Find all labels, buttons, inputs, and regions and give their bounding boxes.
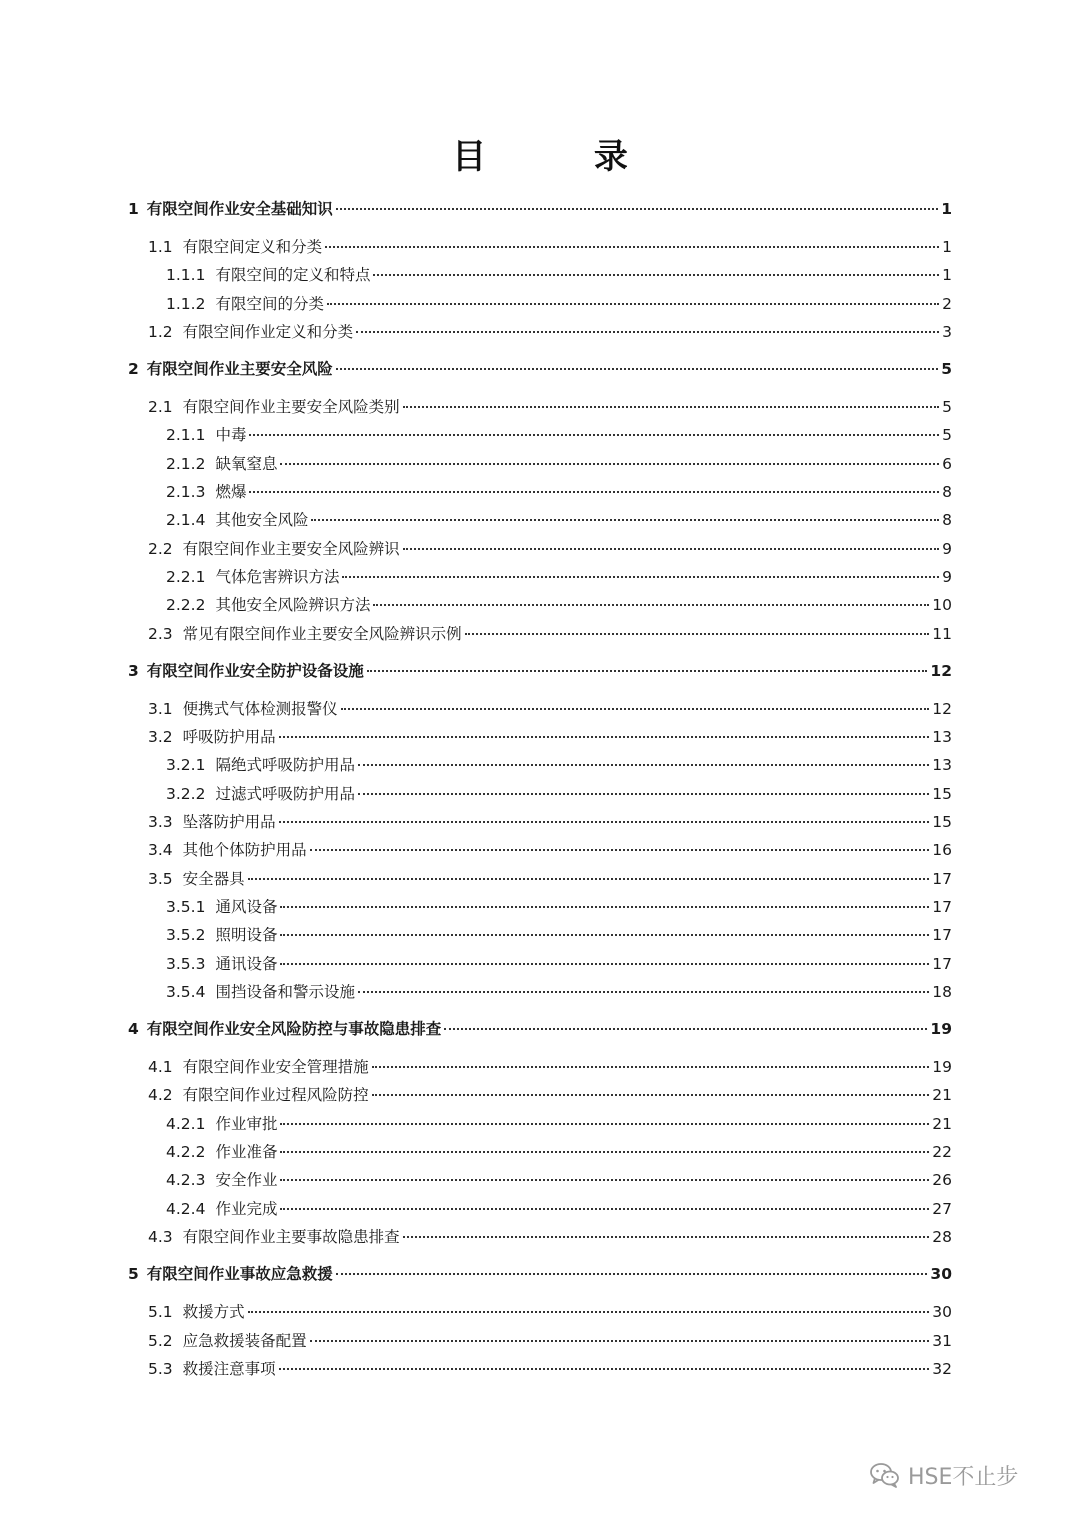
table-of-contents xyxy=(128,194,952,1383)
toc-entry-number: 2.2.1 xyxy=(166,567,206,586)
toc-entry-label: 常见有限空间作业主要安全风险辨识示例 xyxy=(182,624,462,643)
dot-leader xyxy=(403,548,939,550)
toc-entry-label: 过滤式呼吸防护用品 xyxy=(215,784,355,803)
page-title: 目 录 xyxy=(452,137,676,177)
toc-entry-number: 1.1.1 xyxy=(166,266,206,285)
toc-entry-label: 呼吸防护用品 xyxy=(182,728,276,747)
toc-entry-level-2[interactable] xyxy=(128,1355,952,1383)
dot-leader xyxy=(280,906,929,908)
toc-entry-level-3[interactable] xyxy=(128,478,952,506)
toc-entry-label: 有限空间作业安全防护设备设施 xyxy=(146,661,364,680)
toc-entry-level-2[interactable] xyxy=(128,1298,952,1326)
toc-entry-number: 2.1.3 xyxy=(166,483,206,502)
toc-entry-number: 5.3 xyxy=(148,1359,173,1378)
toc-entry-level-3[interactable] xyxy=(128,450,952,478)
toc-entry-page-number: 19 xyxy=(930,1020,952,1039)
toc-entry-page-number: 26 xyxy=(932,1171,952,1190)
toc-entry-page-number: 28 xyxy=(932,1227,952,1246)
toc-entry-number: 4.2 xyxy=(148,1086,173,1105)
toc-entry-number: 3.1 xyxy=(148,699,173,718)
toc-entry-level-1[interactable] xyxy=(128,1259,952,1290)
toc-entry-page-number: 21 xyxy=(932,1114,952,1133)
dot-leader xyxy=(280,963,929,965)
toc-entry-page-number: 18 xyxy=(932,982,952,1001)
toc-entry-number: 1.2 xyxy=(148,322,173,341)
toc-entry-label: 安全器具 xyxy=(182,869,245,888)
toc-entry-number: 5.2 xyxy=(148,1331,173,1350)
dot-leader xyxy=(280,1179,929,1181)
toc-entry-number: 3.3 xyxy=(148,813,173,832)
toc-entry-level-1[interactable] xyxy=(128,656,952,687)
toc-entry-level-2[interactable] xyxy=(128,1327,952,1355)
toc-entry-number: 2.1.1 xyxy=(166,426,206,445)
toc-entry-level-1[interactable] xyxy=(128,1014,952,1045)
toc-entry-number: 3.4 xyxy=(148,841,173,860)
dot-leader xyxy=(367,670,928,672)
toc-entry-number: 5 xyxy=(128,1265,139,1284)
toc-entry-label: 有限空间作业事故应急救援 xyxy=(146,1265,333,1284)
toc-entry-label: 有限空间作业安全管理措施 xyxy=(182,1058,369,1077)
dot-leader xyxy=(327,303,939,305)
toc-entry-page-number: 27 xyxy=(932,1199,952,1218)
dot-leader xyxy=(249,491,939,493)
toc-entry-level-2[interactable] xyxy=(128,318,952,346)
toc-entry-number: 5.1 xyxy=(148,1303,173,1322)
toc-entry-level-2[interactable] xyxy=(128,1053,952,1081)
toc-entry-page-number: 30 xyxy=(930,1265,952,1284)
toc-entry-page-number: 15 xyxy=(932,813,952,832)
toc-entry-label: 有限空间作业主要安全风险辨识 xyxy=(182,539,400,558)
dot-leader xyxy=(465,633,930,635)
toc-entry-page-number: 1 xyxy=(942,266,952,285)
dot-leader xyxy=(280,1208,929,1210)
toc-entry-level-1[interactable] xyxy=(128,194,952,225)
toc-entry-label: 其他安全风险 xyxy=(215,511,309,530)
dot-leader xyxy=(336,1273,928,1275)
toc-entry-level-3[interactable] xyxy=(128,1166,952,1194)
toc-entry-number: 3.2.2 xyxy=(166,784,206,803)
toc-entry-page-number: 30 xyxy=(932,1303,952,1322)
toc-entry-number: 1 xyxy=(128,200,139,218)
dot-leader xyxy=(311,519,939,521)
toc-entry-level-2[interactable] xyxy=(128,723,952,751)
toc-entry-label: 有限空间作业安全风险防控与事故隐患排查 xyxy=(146,1020,442,1039)
toc-entry-page-number: 10 xyxy=(932,596,952,615)
dot-leader xyxy=(279,821,930,823)
dot-leader xyxy=(248,1311,930,1313)
toc-entry-page-number: 1 xyxy=(942,238,952,256)
toc-entry-label: 作业准备 xyxy=(215,1143,278,1162)
toc-entry-page-number: 13 xyxy=(932,728,952,747)
toc-entry-number: 1.1 xyxy=(148,238,173,256)
toc-entry-level-3[interactable] xyxy=(128,1138,952,1166)
toc-entry-number: 4.2.3 xyxy=(166,1171,206,1190)
dot-leader xyxy=(372,1094,930,1096)
toc-entry-page-number: 17 xyxy=(932,869,952,888)
toc-entry-number: 4.1 xyxy=(148,1058,173,1077)
toc-entry-label: 有限空间作业主要安全风险 xyxy=(146,360,333,379)
dot-leader xyxy=(444,1028,927,1030)
toc-entry-page-number: 8 xyxy=(942,511,952,530)
toc-entry-level-3[interactable] xyxy=(128,893,952,921)
dot-leader xyxy=(342,576,939,578)
toc-entry-level-2[interactable] xyxy=(128,836,952,864)
toc-entry-level-2[interactable] xyxy=(128,233,952,261)
toc-entry-label: 作业审批 xyxy=(215,1114,278,1133)
toc-entry-level-2[interactable] xyxy=(128,1223,952,1251)
toc-entry-number: 3.5.4 xyxy=(166,982,206,1001)
toc-entry-level-3[interactable] xyxy=(128,421,952,449)
toc-entry-label: 通讯设备 xyxy=(215,954,278,973)
toc-entry-number: 2 xyxy=(128,360,139,379)
toc-entry-level-3[interactable] xyxy=(128,1110,952,1138)
toc-entry-number: 3.5.3 xyxy=(166,954,206,973)
toc-entry-label: 围挡设备和警示设施 xyxy=(215,982,355,1001)
toc-entry-number: 2.3 xyxy=(148,624,173,643)
dot-leader xyxy=(373,274,939,276)
dot-leader xyxy=(280,463,939,465)
toc-entry-level-3[interactable] xyxy=(128,591,952,619)
toc-entry-page-number: 13 xyxy=(932,756,952,775)
dot-leader xyxy=(358,991,929,993)
dot-leader xyxy=(279,736,930,738)
toc-entry-number: 2.1 xyxy=(148,398,173,417)
toc-entry-page-number: 12 xyxy=(932,699,952,718)
toc-entry-number: 4.2.1 xyxy=(166,1114,206,1133)
toc-entry-page-number: 9 xyxy=(942,567,952,586)
dot-leader xyxy=(336,368,938,370)
toc-entry-label: 燃爆 xyxy=(215,483,247,502)
toc-entry-level-2[interactable] xyxy=(128,535,952,563)
toc-entry-label: 隔绝式呼吸防护用品 xyxy=(215,756,355,775)
dot-leader xyxy=(341,708,930,710)
dot-leader xyxy=(248,878,930,880)
toc-entry-label: 救援注意事项 xyxy=(182,1359,276,1378)
toc-entry-level-3[interactable] xyxy=(128,921,952,949)
dot-leader xyxy=(249,434,939,436)
toc-entry-number: 4 xyxy=(128,1020,139,1039)
toc-entry-label: 有限空间的定义和特点 xyxy=(215,266,371,285)
toc-entry-number: 2.1.4 xyxy=(166,511,206,530)
dot-leader xyxy=(280,934,929,936)
toc-entry-label: 有限空间作业主要安全风险类别 xyxy=(182,398,400,417)
toc-entry-page-number: 8 xyxy=(942,483,952,502)
toc-entry-number: 2.2 xyxy=(148,539,173,558)
toc-entry-label: 有限空间作业定义和分类 xyxy=(182,322,354,341)
toc-entry-page-number: 5 xyxy=(941,360,952,379)
toc-entry-page-number: 17 xyxy=(932,954,952,973)
toc-entry-level-2[interactable] xyxy=(128,1081,952,1109)
toc-entry-label: 有限空间的分类 xyxy=(215,294,324,313)
toc-entry-page-number: 22 xyxy=(932,1143,952,1162)
toc-entry-number: 3.5.1 xyxy=(166,897,206,916)
toc-entry-page-number: 2 xyxy=(942,294,952,313)
toc-entry-label: 其他个体防护用品 xyxy=(182,841,307,860)
dot-leader xyxy=(373,604,929,606)
toc-entry-level-2[interactable] xyxy=(128,620,952,648)
toc-entry-page-number: 1 xyxy=(941,200,952,218)
toc-entry-number: 3.5 xyxy=(148,869,173,888)
toc-entry-number: 2.1.2 xyxy=(166,454,206,473)
dot-leader xyxy=(356,331,939,333)
toc-entry-page-number: 31 xyxy=(932,1331,952,1350)
toc-entry-level-1[interactable] xyxy=(128,354,952,385)
toc-entry-label: 应急救援装备配置 xyxy=(182,1331,307,1350)
toc-entry-page-number: 5 xyxy=(942,426,952,445)
toc-entry-level-3[interactable] xyxy=(128,290,952,318)
dot-leader xyxy=(372,1066,930,1068)
dot-leader xyxy=(358,764,929,766)
toc-entry-number: 2.2.2 xyxy=(166,596,206,615)
watermark xyxy=(870,1458,1018,1492)
toc-entry-page-number: 12 xyxy=(930,661,952,680)
toc-entry-label: 缺氧窒息 xyxy=(215,454,278,473)
toc-entry-page-number: 17 xyxy=(932,926,952,945)
toc-entry-label: 有限空间作业主要事故隐患排查 xyxy=(182,1227,400,1246)
toc-entry-label: 其他安全风险辨识方法 xyxy=(215,596,371,615)
toc-entry-number: 1.1.2 xyxy=(166,294,206,313)
toc-entry-level-3[interactable] xyxy=(128,506,952,534)
dot-leader xyxy=(325,246,939,248)
dot-leader xyxy=(336,208,938,210)
toc-entry-level-3[interactable] xyxy=(128,780,952,808)
toc-entry-number: 4.2.4 xyxy=(166,1199,206,1218)
dot-leader xyxy=(280,1123,929,1125)
toc-entry-label: 中毒 xyxy=(215,426,247,445)
toc-entry-page-number: 15 xyxy=(932,784,952,803)
toc-entry-level-3[interactable] xyxy=(128,563,952,591)
toc-entry-page-number: 32 xyxy=(932,1359,952,1378)
dot-leader xyxy=(279,1368,930,1370)
toc-entry-number: 4.2.2 xyxy=(166,1143,206,1162)
toc-entry-label: 救援方式 xyxy=(182,1303,245,1322)
dot-leader xyxy=(403,406,939,408)
dot-leader xyxy=(310,849,930,851)
toc-entry-label: 坠落防护用品 xyxy=(182,813,276,832)
toc-entry-page-number: 3 xyxy=(942,322,952,341)
toc-entry-page-number: 9 xyxy=(942,539,952,558)
toc-entry-level-2[interactable] xyxy=(128,695,952,723)
dot-leader xyxy=(310,1340,930,1342)
toc-entry-number: 3.5.2 xyxy=(166,926,206,945)
toc-entry-page-number: 19 xyxy=(932,1058,952,1077)
dot-leader xyxy=(403,1236,930,1238)
watermark-text: HSE不止步 xyxy=(908,1464,1019,1490)
wechat-icon xyxy=(870,1462,900,1488)
toc-entry-label: 安全作业 xyxy=(215,1171,278,1190)
toc-entry-level-2[interactable] xyxy=(128,865,952,893)
toc-entry-level-3[interactable] xyxy=(128,261,952,289)
toc-entry-page-number: 21 xyxy=(932,1086,952,1105)
toc-entry-level-3[interactable] xyxy=(128,950,952,978)
toc-entry-label: 通风设备 xyxy=(215,897,278,916)
toc-entry-page-number: 16 xyxy=(932,841,952,860)
toc-entry-label: 便携式气体检测报警仪 xyxy=(182,699,338,718)
toc-entry-page-number: 6 xyxy=(942,454,952,473)
toc-entry-label: 有限空间作业过程风险防控 xyxy=(182,1086,369,1105)
toc-entry-label: 有限空间作业安全基础知识 xyxy=(146,200,333,218)
toc-entry-level-2[interactable] xyxy=(128,393,952,421)
toc-entry-label: 照明设备 xyxy=(215,926,278,945)
toc-entry-label: 有限空间定义和分类 xyxy=(182,238,323,256)
toc-entry-number: 4.3 xyxy=(148,1227,173,1246)
toc-entry-level-3[interactable] xyxy=(128,751,952,779)
toc-entry-level-2[interactable] xyxy=(128,808,952,836)
toc-entry-level-3[interactable] xyxy=(128,978,952,1006)
toc-entry-label: 作业完成 xyxy=(215,1199,278,1218)
toc-entry-level-3[interactable] xyxy=(128,1195,952,1223)
toc-entry-label: 气体危害辨识方法 xyxy=(215,567,340,586)
dot-leader xyxy=(280,1151,929,1153)
toc-entry-page-number: 11 xyxy=(932,624,952,643)
toc-entry-page-number: 17 xyxy=(932,897,952,916)
toc-entry-number: 3.2.1 xyxy=(166,756,206,775)
dot-leader xyxy=(358,793,929,795)
toc-entry-number: 3.2 xyxy=(148,728,173,747)
toc-entry-number: 3 xyxy=(128,661,139,680)
toc-entry-page-number: 5 xyxy=(942,398,952,417)
